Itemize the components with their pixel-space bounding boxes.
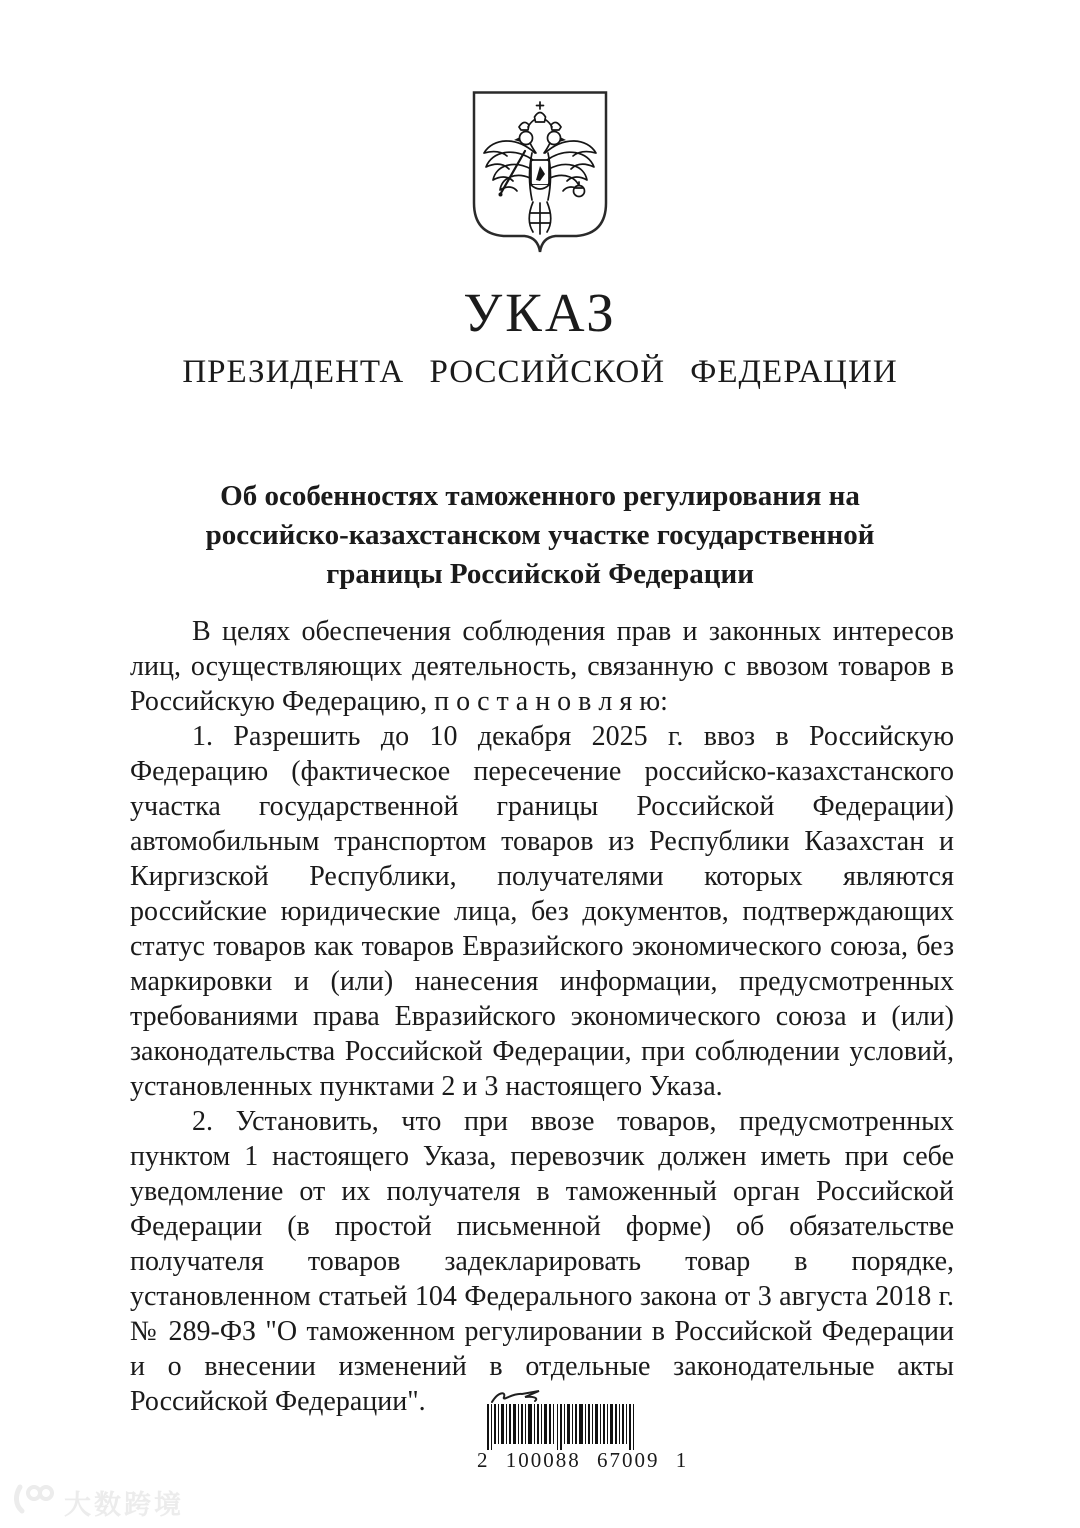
watermark-text: 大数跨境 [64, 1490, 184, 1521]
decree-paragraph-preamble: В целях обеспечения соблюдения прав и законных интересов лиц, осуществляющих деятельность, связанную с ввозом товаров в Российскую Федерацию, п о с т а н о в л я ю: [130, 616, 954, 717]
russia-coat-of-arms-icon [472, 90, 609, 263]
decree-body [130, 614, 954, 1419]
decree-issuer: ПРЕЗИДЕНТА РОССИЙСКОЙ ФЕДЕРАЦИИ [182, 354, 898, 390]
barcode-digits: 2 100088 67009 1 [477, 1448, 689, 1472]
watermark-logo [12, 1483, 184, 1522]
decree-subject: Об особенностях таможенного регулирования на российско-казахстанском участке государственной границы Российской Федерации [205, 480, 875, 590]
decree-title: УКАЗ [463, 282, 617, 343]
watermark-logo-icon [12, 1483, 56, 1522]
decree-paragraph-2: 2. Установить, что при ввозе товаров, предусмотренных пунктом 1 настоящего Указа, перевозчик должен иметь при себе уведомление от их получателя в таможенный орган Российской Федерации (в простой письменной форме) об обязательстве получателя товаров задекларировать товар в порядке, установленном статьей 104 Федерального закона от 3 августа 2018 г. № 289-ФЗ "О таможенном регулировании в Российской Федерации и о внесении изменений в отдельные законодательные акты Российской Федерации". [130, 1106, 954, 1417]
decree-paragraph-1: 1. Разрешить до 10 декабря 2025 г. ввоз в Российскую Федерацию (фактическое пересечение российско-казахстанского участка государственной границы Российской Федерации) автомобильным транспортом товаров из Республики Казахстан и Киргизской Республики, получателями которых являются российские юридические лица, без документов, подтверждающих статус товаров как товаров Евразийского экономического союза, без маркировки и (или) нанесения информации, предусмотренных требованиями права Евразийского экономического союза и (или) законодательства Российской Федерации, при соблюдении условий, установленных пунктами 2 и 3 настоящего Указа. [130, 721, 954, 1102]
